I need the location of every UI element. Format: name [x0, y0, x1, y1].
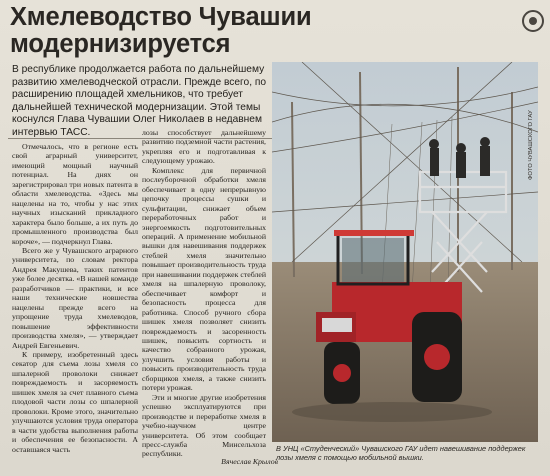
lead-paragraph: В республике продолжается работа по дальнейшему развитию хмелеводческой отрасли. Прежде всего, по расширению площадей хмельников, что требует дальнейшей технической модернизации. Этой темы коснулся Глава Чувашии Олег Николаев в недавнем интервью ТАСС.	[12, 64, 267, 138]
paragraph: Всего же у Чувашского аграрного университета, по словам ректора Андрея Макушева, таких патентов уже более десятка. «В нашей команде разработчиков — практики, и все наши технические новшества нацелены прежде всего на упрощение труда хмелеводов, повышение эффективности производства хмеля», — утверждает Андрей Евгеньевич.	[12, 245, 138, 350]
tractor-photo-illustration	[272, 62, 538, 442]
article-photo	[272, 62, 538, 442]
paragraph: К примеру, изобретенный здесь секатор для съема лозы хмеля со шпалерной проволоки снижает повреждаемость и засоряемость шишек хмеля за счет плавного съема плодовой части лозы со шпалерной проволоки. Кроме этого, значительно улучшаются условия труда оператора в части удобства выполнения работы и обеспечения ее безопасности. А оставшаяся часть	[12, 349, 138, 454]
headline-line-2: модернизируется	[10, 30, 231, 58]
paragraph: Комплекс для первичной послеуборочной обработки хмеля обеспечивает в одну непрерывную цепочку процессы сушки и сульфитации, снижает объем переработочных работ и энергоемкость подготовительных операций. А применение мобильной вышки для навешивания поддержек стеблей хмеля значительно повышает производительность труда при навешивании поддержек стеблей хмеля на шпалерную проволоку, обеспечивает комфорт и безопасность процесса для работника. Способ ручного сбора шишек хмеля позволяет снизить повреждаемость и засоренность шишек, повысить сортность и качество собранного урожая, улучшить условия работы и повысить производительность труда сборщиков хмеля, а также снизить потери урожая.	[142, 165, 266, 393]
photo-caption: В УНЦ «Студенческий» Чувашского ГАУ идет навешивание поддержек лозы хмеля с помощью мобильной вышки.	[276, 444, 526, 463]
byline: Вячеслав Крылов	[221, 457, 278, 466]
article-column-1	[12, 142, 138, 454]
paragraph: лозы способствует дальнейшему развитию подземной части растения, укрепляя его и подготавливая к следующему урожаю.	[142, 128, 266, 166]
photo-credit: ФОТО ЧУВАШСКОГО ГАУ	[528, 110, 534, 180]
section-seal-icon	[522, 10, 544, 32]
paragraph: Отмечалось, что в регионе есть свой аграрный университет, имеющий мощный научный потенциал. На днях он зарегистрировал три новых патента в области хмелеводства. «Здесь мы нацелены на то, чтобы у нас этих научных изысканий прикладного характера было больше, а их путь до промышленного производства был короче», — подчеркнул Глава.	[12, 142, 138, 246]
paragraph: Эти и многие другие изобретения успешно эксплуатируются при производстве и переработке хмеля в учебно-научном центре университета. Об этом сообщает пресс-служба Минсельхоза республики.	[142, 392, 266, 459]
headline-line-1: Хмелеводство Чувашии	[10, 3, 312, 31]
article-column-2	[142, 128, 266, 459]
headline	[10, 4, 510, 58]
